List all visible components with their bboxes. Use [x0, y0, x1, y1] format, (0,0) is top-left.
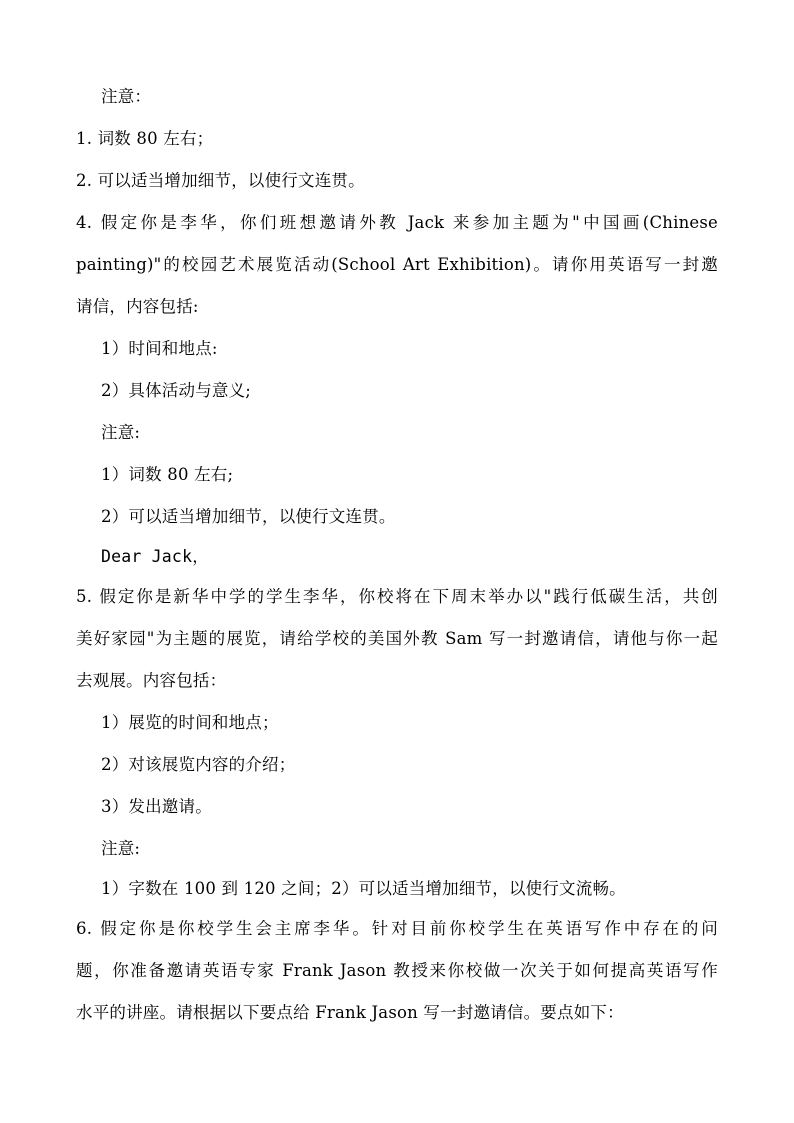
question-4-point-2: 2）具体活动与意义; [101, 381, 252, 400]
note-item-word-count-2: 1）词数 80 左右; [101, 465, 234, 484]
question-4-line-2: painting)"的校园艺术展览活动(School Art Exhibition)。请你用英语写一封邀 [76, 255, 718, 274]
question-4-line-1: 4. 假定你是李华，你们班想邀请外教 Jack 来参加主题为"中国画(Chinese [76, 213, 718, 232]
question-5-point-2: 2）对该展览内容的介绍； [101, 755, 296, 774]
note-item-word-count-1: 1. 词数 80 左右； [76, 129, 214, 148]
question-5-point-3: 3）发出邀请。 [101, 797, 212, 816]
question-6-line-3: 水平的讲座。请根据以下要点给 Frank Jason 写一封邀请信。要点如下： [76, 1003, 624, 1022]
question-5-point-1: 1）展览的时间和地点； [101, 713, 279, 732]
note-heading-1: 注意： [101, 87, 152, 106]
note-item-detail-2: 2）可以适当增加细节，以使行文连贯。 [101, 507, 396, 526]
question-6-line-1: 6. 假定你是你校学生会主席李华。针对目前你校学生在英语写作中存在的问 [76, 919, 718, 938]
note-item-word-range: 1）字数在 100 到 120 之间；2）可以适当增加细节，以使行文流畅。 [101, 879, 626, 898]
question-5-line-3: 去观展。内容包括： [76, 671, 227, 690]
question-4-line-3: 请信，内容包括: [76, 297, 199, 316]
question-4-point-1: 1）时间和地点: [101, 339, 218, 358]
note-heading-3: 注意: [101, 839, 141, 858]
note-item-detail-1: 2. 可以适当增加细节，以使行文连贯。 [76, 171, 365, 190]
question-5-line-2: 美好家园"为主题的展览，请给学校的美国外教 Sam 写一封邀请信，请他与你一起 [76, 629, 718, 648]
question-5-line-1: 5. 假定你是新华中学的学生李华，你校将在下周末举办以"践行低碳生活，共创 [76, 587, 718, 606]
letter-salutation: Dear Jack， [101, 547, 209, 566]
note-heading-2: 注意: [101, 423, 141, 442]
question-6-line-2: 题，你准备邀请英语专家 Frank Jason 教授来你校做一次关于如何提高英语写作 [76, 961, 718, 980]
